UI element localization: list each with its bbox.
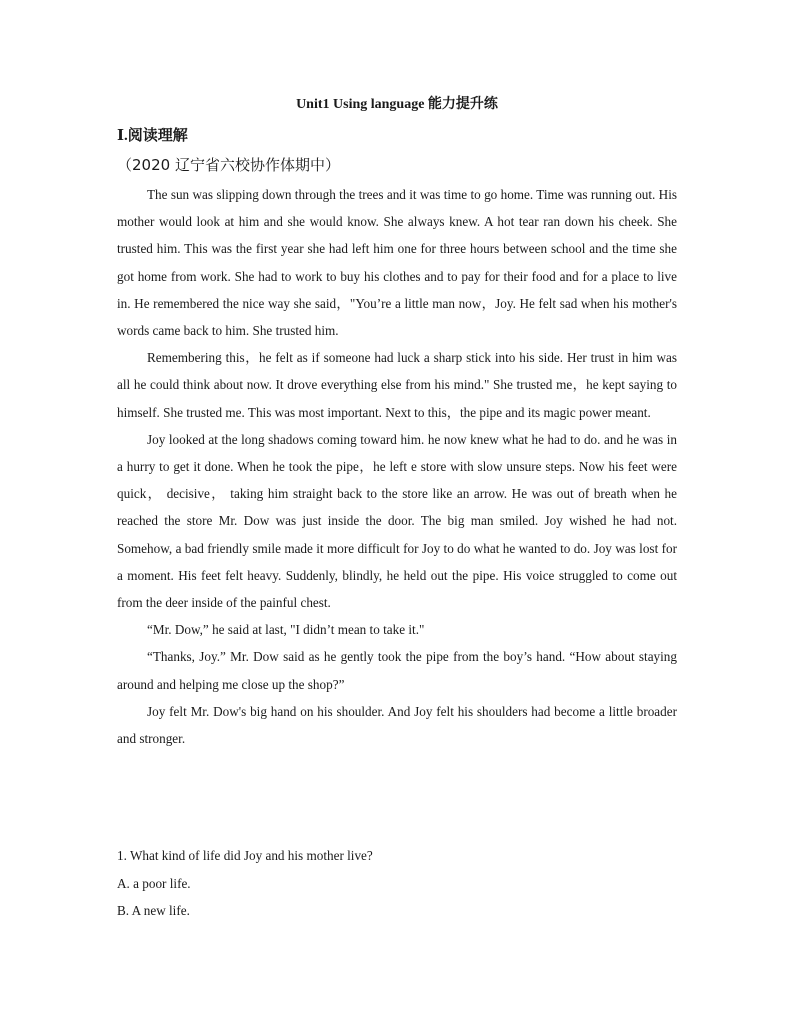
- source-note: （2020 辽宁省六校协作体期中）: [117, 156, 340, 174]
- passage-paragraph-4: “Mr. Dow,” he said at last, "I didn’t mean to take it.": [147, 622, 425, 638]
- passage-paragraph-6: Joy felt Mr. Dow's big hand on his shoulder. And Joy felt his shoulders had become a little broader and stronger.: [117, 703, 677, 747]
- question-stem: 1. What kind of life did Joy and his mother live?: [117, 848, 373, 863]
- passage-paragraph-1: The sun was slipping down through the trees and it was time to go home. Time was running out. His mother would look at him and she would know. She always knew. A hot tear ran down his cheek. She trusted him. This was the first year she had left him one for three hours between school and the time she got home from work. She had to work to buy his clothes and to pay for their food and for a place to live in. He remembered the nice way she said，"You’re a little man now，Joy. He felt sad when his mother's words came back to him. She trusted him.: [117, 187, 677, 339]
- passage-paragraph-5: “Thanks, Joy.” Mr. Dow said as he gently took the pipe from the boy’s hand. “How about staying around and helping me close up the shop?”: [117, 649, 677, 692]
- question-option-a: A. a poor life.: [117, 876, 191, 891]
- reading-passage: [117, 181, 677, 752]
- section-heading: Ⅰ.阅读理解: [117, 128, 188, 144]
- page-title: Unit1 Using language 能力提升练: [296, 97, 498, 112]
- passage-paragraph-2: Remembering this，he felt as if someone had luck a sharp stick into his side. Her trust in him was all he could think about now. It drove everything else from his mind." She trusted me，he kept saying to himself. She trusted me. This was most important. Next to this，the pipe and its magic power meant.: [117, 350, 677, 420]
- question-option-b: B. A new life.: [117, 903, 190, 918]
- passage-paragraph-3: Joy looked at the long shadows coming toward him. he now knew what he had to do. and he was in a hurry to get it done. When he took the pipe，he left e store with slow unsure steps. Now his feet were quick， decisive， taking him straight back to the store like an arrow. He was out of breath when he reached the store Mr. Dow was just inside the door. The big man smiled. Joy wished he had not. Somehow, a bad friendly smile made it more difficult for Joy to do what he wanted to do. Joy was lost for a moment. His feet felt heavy. Suddenly, blindly, he held out the pipe. His voice struggled to come out from the deer inside of the painful chest.: [117, 431, 677, 611]
